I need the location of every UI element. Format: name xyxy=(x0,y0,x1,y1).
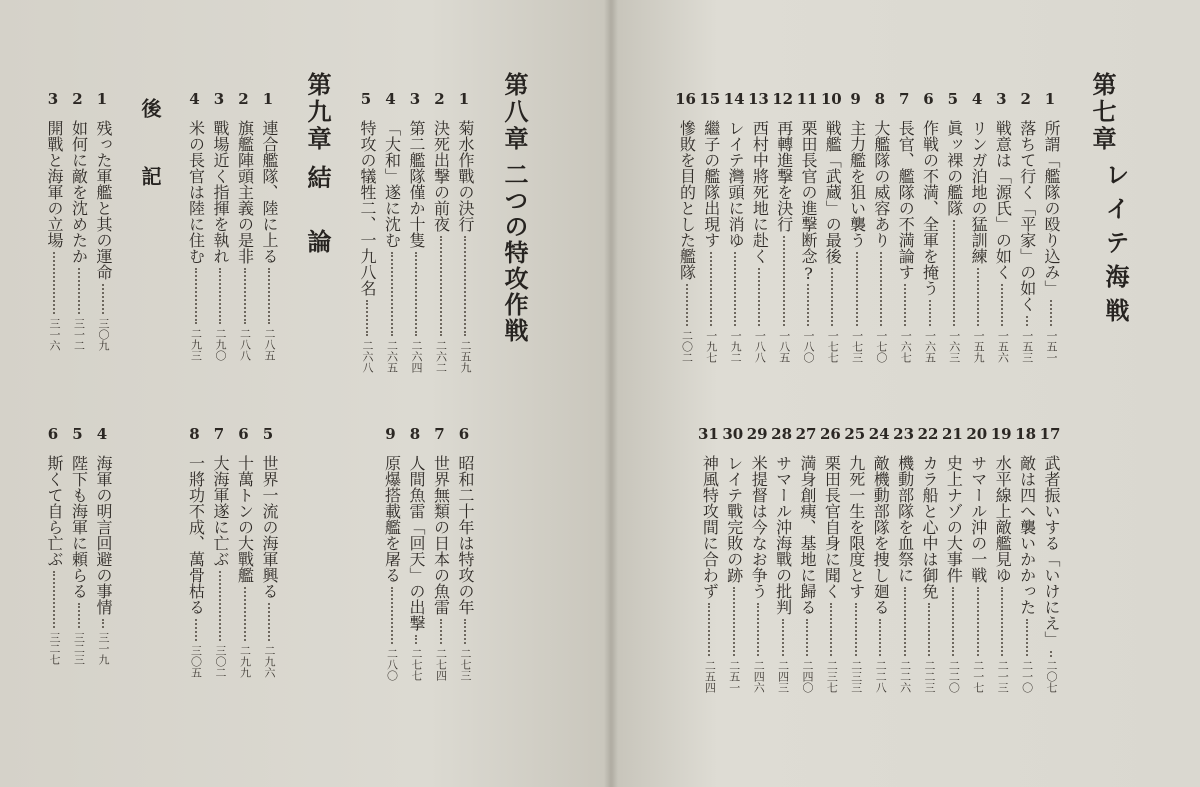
entry-number: 19 xyxy=(990,425,1012,443)
page-number: 二七七 xyxy=(410,648,423,681)
leader-dots xyxy=(244,587,248,641)
leader-dots xyxy=(782,619,786,656)
entry-title: サマール沖の一戦 xyxy=(968,455,988,583)
entry-title: 戰場近く指揮を執れ xyxy=(211,120,230,264)
page-number: 一八八 xyxy=(753,330,767,363)
entry-number: 13 xyxy=(747,90,769,108)
entry-number: 9 xyxy=(385,425,396,443)
leader-dots xyxy=(757,603,761,656)
entry-title: 九死一生を限度とす xyxy=(846,455,866,599)
entry-number: 28 xyxy=(771,425,793,443)
entry-number: 27 xyxy=(795,425,817,443)
leader-dots xyxy=(928,603,932,656)
leader-dots xyxy=(1001,587,1005,656)
leader-dots xyxy=(904,587,908,656)
entry-number: 3 xyxy=(213,90,225,108)
page-number: 三〇二 xyxy=(214,645,227,678)
entry-number: 22 xyxy=(917,425,939,443)
leader-dots xyxy=(710,252,714,326)
entry-title: 旗艦陣頭主義の是非 xyxy=(235,120,255,264)
leader-dots xyxy=(977,268,981,326)
leader-dots xyxy=(464,236,468,336)
entry-title: 如何に敵を沈めたか xyxy=(69,120,89,264)
entry-title: 繼子の艦隊出現す xyxy=(701,120,721,248)
leader-dots xyxy=(102,284,106,314)
page-number: 二九九 xyxy=(238,645,252,678)
leader-dots xyxy=(53,571,57,628)
leader-dots xyxy=(686,284,690,326)
page-number: 三二三 xyxy=(72,632,86,665)
entry-title: 眞ッ裸の艦隊 xyxy=(944,120,964,216)
entry-title: レイテ戰完敗の跡 xyxy=(724,455,744,583)
entry-number: 6 xyxy=(238,425,249,443)
entry-number: 16 xyxy=(675,90,696,108)
page-number: 二二六 xyxy=(898,660,912,693)
entry-title: 第二艦隊僅か十隻 xyxy=(407,120,426,248)
entry-title: 菊水作戰の決行 xyxy=(456,120,475,232)
entry-title: カラ船と心中は御免 xyxy=(920,455,939,599)
entry-title: 機動部隊を血祭に xyxy=(895,455,915,583)
page-number: 一九二 xyxy=(729,330,743,363)
entry-title: 「大和」遂に沈む xyxy=(382,120,402,248)
page-number: 二五九 xyxy=(459,340,472,373)
chapter8-label: 第八章 xyxy=(500,72,529,153)
entry-title: サマール沖海戰の批判 xyxy=(773,455,793,615)
leader-dots xyxy=(806,619,810,656)
leader-dots xyxy=(879,619,883,656)
page-number: 一八五 xyxy=(777,330,791,363)
page-number: 二五一 xyxy=(727,660,741,693)
leader-dots xyxy=(195,619,199,641)
entry-number: 10 xyxy=(820,90,842,108)
entry-title: 世界一流の海軍興る xyxy=(260,455,279,599)
entry-title: 主力艦を狙い襲う xyxy=(847,120,867,248)
entry-title: 栗田長官の進撃断念? xyxy=(799,120,818,283)
entry-number: 2 xyxy=(72,90,83,108)
page-number: 一七三 xyxy=(850,330,864,363)
page-number: 二八八 xyxy=(238,328,252,361)
leader-dots xyxy=(440,236,444,336)
entry-title: 所謂「艦隊の殴り込み」 xyxy=(1042,120,1061,296)
page-number: 一五六 xyxy=(996,330,1010,363)
entry-number: 4 xyxy=(971,90,983,108)
entry-number: 1 xyxy=(1044,90,1056,108)
entry-number: 7 xyxy=(213,425,225,443)
entry-title: 慘敗を目的とした艦隊 xyxy=(677,120,697,280)
entry-title: 長官、艦隊の不満論す xyxy=(896,120,916,280)
leader-dots xyxy=(734,252,738,326)
entry-number: 7 xyxy=(434,425,445,443)
page-number: 二二三 xyxy=(923,660,936,693)
entry-title: 水平線上敵艦見ゆ xyxy=(993,455,1013,583)
entry-title: 史上ナゾの大事件 xyxy=(944,455,964,583)
page-number: 二二〇 xyxy=(947,660,961,693)
leader-dots xyxy=(464,619,468,644)
entry-number: 3 xyxy=(409,90,421,108)
leader-dots xyxy=(783,236,787,326)
page-number: 二二八 xyxy=(874,660,888,693)
entry-title: 陛下も海軍に頼らる xyxy=(69,455,89,599)
entry-number: 25 xyxy=(844,425,866,443)
leader-dots xyxy=(219,571,223,641)
page-number: 二九三 xyxy=(189,328,203,361)
leader-dots xyxy=(929,300,933,326)
chapter9-label: 第九章 xyxy=(303,72,332,153)
entry-title: 十萬トンの大戰艦 xyxy=(235,455,255,583)
page-number: 二七四 xyxy=(434,648,448,681)
page-number: 一五一 xyxy=(1045,330,1058,363)
page-number: 二五四 xyxy=(703,660,717,693)
entry-number: 3 xyxy=(996,90,1007,108)
entry-number: 4 xyxy=(96,425,108,443)
page-number: 三一九 xyxy=(97,632,110,665)
entry-title: 米の長官は陸に住む xyxy=(186,120,206,264)
entry-title: 原爆搭載艦を屠る xyxy=(382,455,402,583)
entry-number: 5 xyxy=(72,425,83,443)
leader-dots xyxy=(78,268,82,314)
entry-number: 21 xyxy=(941,425,963,443)
entry-title: 決死出撃の前夜 xyxy=(431,120,451,232)
entry-number: 8 xyxy=(189,425,200,443)
entry-number: 6 xyxy=(47,425,59,443)
page-number: 二四〇 xyxy=(801,660,814,693)
page-number: 一六三 xyxy=(947,330,961,363)
page-number: 三〇五 xyxy=(189,645,203,678)
entry-number: 14 xyxy=(723,90,745,108)
leader-dots xyxy=(268,268,272,324)
page-number: 一六七 xyxy=(899,330,913,363)
entry-number: 1 xyxy=(96,90,108,108)
entry-title: 栗田長官自身に聞く xyxy=(822,455,842,599)
entry-number: 5 xyxy=(947,90,959,108)
leader-dots xyxy=(366,300,370,336)
leader-dots xyxy=(391,252,395,336)
entry-title: 特攻の犠牲二、一九八名 xyxy=(358,120,377,296)
page-number: 二八〇 xyxy=(385,648,399,681)
page-number: 一七七 xyxy=(826,330,840,363)
entry-number: 5 xyxy=(262,425,274,443)
entry-number: 15 xyxy=(699,90,721,108)
entry-title: 大海軍遂に亡ぶ xyxy=(211,455,230,567)
page-number: 二六八 xyxy=(361,340,374,373)
chapter9-title: 結論 xyxy=(303,165,332,293)
entry-title: レイテ灣頭に消ゆ xyxy=(726,120,746,248)
entry-number: 2 xyxy=(434,90,445,108)
leader-dots xyxy=(708,603,712,656)
entry-number: 24 xyxy=(868,425,890,443)
entry-title: 武者振いする「いけにえ」 xyxy=(1042,455,1061,647)
leader-dots xyxy=(268,603,272,641)
leader-dots xyxy=(53,252,57,314)
leader-dots xyxy=(1050,300,1054,326)
entry-number: 3 xyxy=(47,90,59,108)
page-number: 二〇二 xyxy=(680,330,694,363)
entry-number: 2 xyxy=(238,90,249,108)
page-number: 二一七 xyxy=(971,660,985,693)
leader-dots xyxy=(830,603,834,656)
entry-title: 開戰と海軍の立場 xyxy=(45,120,64,248)
entry-number: 11 xyxy=(796,90,818,108)
entry-number: 4 xyxy=(189,90,200,108)
page-number: 一九七 xyxy=(704,330,718,363)
leader-dots xyxy=(440,619,444,644)
entry-number: 12 xyxy=(772,90,794,108)
leader-dots xyxy=(855,603,859,656)
leader-dots xyxy=(391,587,395,644)
leader-dots xyxy=(977,587,981,656)
page-number: 二九〇 xyxy=(214,328,227,361)
page-number: 二六二 xyxy=(434,340,448,373)
entry-number: 31 xyxy=(697,425,719,443)
entry-title: 神風特攻間に合わず xyxy=(700,455,720,599)
entry-number: 26 xyxy=(819,425,841,443)
entry-number: 29 xyxy=(746,425,768,443)
entry-number: 9 xyxy=(850,90,861,108)
book-gutter xyxy=(604,0,618,787)
entry-number: 1 xyxy=(262,90,274,108)
entry-number: 30 xyxy=(722,425,744,443)
leader-dots xyxy=(244,268,248,324)
leader-dots xyxy=(219,268,223,324)
entry-title: 敵は四へ襲いかかった xyxy=(1017,455,1037,615)
afterword-title: 後記 xyxy=(138,98,162,234)
page-number: 二八五 xyxy=(263,328,276,361)
page-number: 二四六 xyxy=(752,660,766,693)
leader-dots xyxy=(952,587,956,656)
entry-number: 4 xyxy=(385,90,396,108)
leader-dots xyxy=(102,619,106,628)
leader-dots xyxy=(1026,316,1030,326)
entry-number: 7 xyxy=(898,90,910,108)
page-number: 三一六 xyxy=(48,318,61,351)
chapter7-label: 第七章 xyxy=(1088,72,1117,153)
leader-dots xyxy=(758,268,762,326)
leader-dots xyxy=(953,220,957,326)
entry-title: 一將功不成、萬骨枯る xyxy=(186,455,206,615)
entry-title: 満身創痍、基地に歸る xyxy=(798,455,817,615)
page-number: 一五三 xyxy=(1020,330,1034,363)
chapter7-title: レイテ海戦 xyxy=(1101,162,1130,332)
page-number: 三〇九 xyxy=(97,318,110,351)
chapter8-title: 二つの特攻作戦 xyxy=(500,162,529,344)
page-number: 二〇七 xyxy=(1045,660,1058,693)
entry-title: 斯くて自ら亡ぶ xyxy=(45,455,64,567)
entry-title: 作戦の不満、全軍を掩う xyxy=(920,120,940,296)
page-number: 二三七 xyxy=(825,660,839,693)
page-number: 二七三 xyxy=(459,648,472,681)
page-number: 三一二 xyxy=(72,318,86,351)
entry-number: 6 xyxy=(458,425,470,443)
entry-title: 再轉進撃を決行 xyxy=(774,120,794,232)
entry-number: 6 xyxy=(923,90,934,108)
page-number: 二三三 xyxy=(849,660,863,693)
page-number: 二四三 xyxy=(776,660,790,693)
leader-dots xyxy=(415,635,419,644)
entry-number: 23 xyxy=(893,425,915,443)
entry-number: 8 xyxy=(409,425,421,443)
leader-dots xyxy=(856,252,860,326)
entry-title: 戦艦「武蔵」の最後 xyxy=(823,120,843,264)
leader-dots xyxy=(415,252,419,336)
entry-title: 西村中將死地に赴く xyxy=(750,120,770,264)
entry-number: 20 xyxy=(966,425,988,443)
entry-title: リンガ泊地の猛訓練 xyxy=(969,120,989,264)
leader-dots xyxy=(1026,619,1030,656)
page-number: 一六五 xyxy=(923,330,937,363)
leader-dots xyxy=(831,268,835,326)
page-number: 二六四 xyxy=(410,340,423,373)
leader-dots xyxy=(195,268,199,324)
page-number: 二九六 xyxy=(263,645,276,678)
leader-dots xyxy=(904,284,908,326)
page-number: 一五九 xyxy=(972,330,986,363)
entry-title: 敵機動部隊を捜し廻る xyxy=(871,455,891,615)
entry-title: 海軍の明言回避の事情 xyxy=(94,455,113,615)
leader-dots xyxy=(78,603,82,628)
entry-title: 連合艦隊、陸に上る xyxy=(260,120,279,264)
entry-number: 2 xyxy=(1020,90,1031,108)
leader-dots xyxy=(880,252,884,326)
page-number: 二一〇 xyxy=(1020,660,1034,693)
entry-title: 世界無類の日本の魚雷 xyxy=(431,455,451,615)
leader-dots xyxy=(1050,651,1054,657)
entry-number: 5 xyxy=(360,90,372,108)
entry-number: 8 xyxy=(874,90,886,108)
entry-title: 残った軍艦と其の運命 xyxy=(94,120,113,280)
entry-title: 落ちて行く「平家」の如く xyxy=(1017,120,1037,312)
page-number: 一八〇 xyxy=(802,330,815,363)
entry-number: 1 xyxy=(458,90,470,108)
page-number: 三二七 xyxy=(48,632,61,665)
page-number: 二一三 xyxy=(996,660,1010,693)
entry-title: 昭和二十年は特攻の年 xyxy=(456,455,475,615)
page-number: 二六五 xyxy=(385,340,399,373)
entry-title: 人間魚雷「回天」の出撃 xyxy=(407,455,426,631)
entry-title: 大艦隊の威容あり xyxy=(871,120,891,248)
entry-number: 17 xyxy=(1039,425,1061,443)
entry-title: 戦意は「源氏」の如く xyxy=(993,120,1013,280)
leader-dots xyxy=(1001,284,1005,326)
entry-number: 18 xyxy=(1015,425,1037,443)
entry-title: 米提督は今なお争う xyxy=(749,455,769,599)
page-number: 一七〇 xyxy=(874,330,888,363)
leader-dots xyxy=(733,587,737,656)
leader-dots xyxy=(807,284,811,326)
